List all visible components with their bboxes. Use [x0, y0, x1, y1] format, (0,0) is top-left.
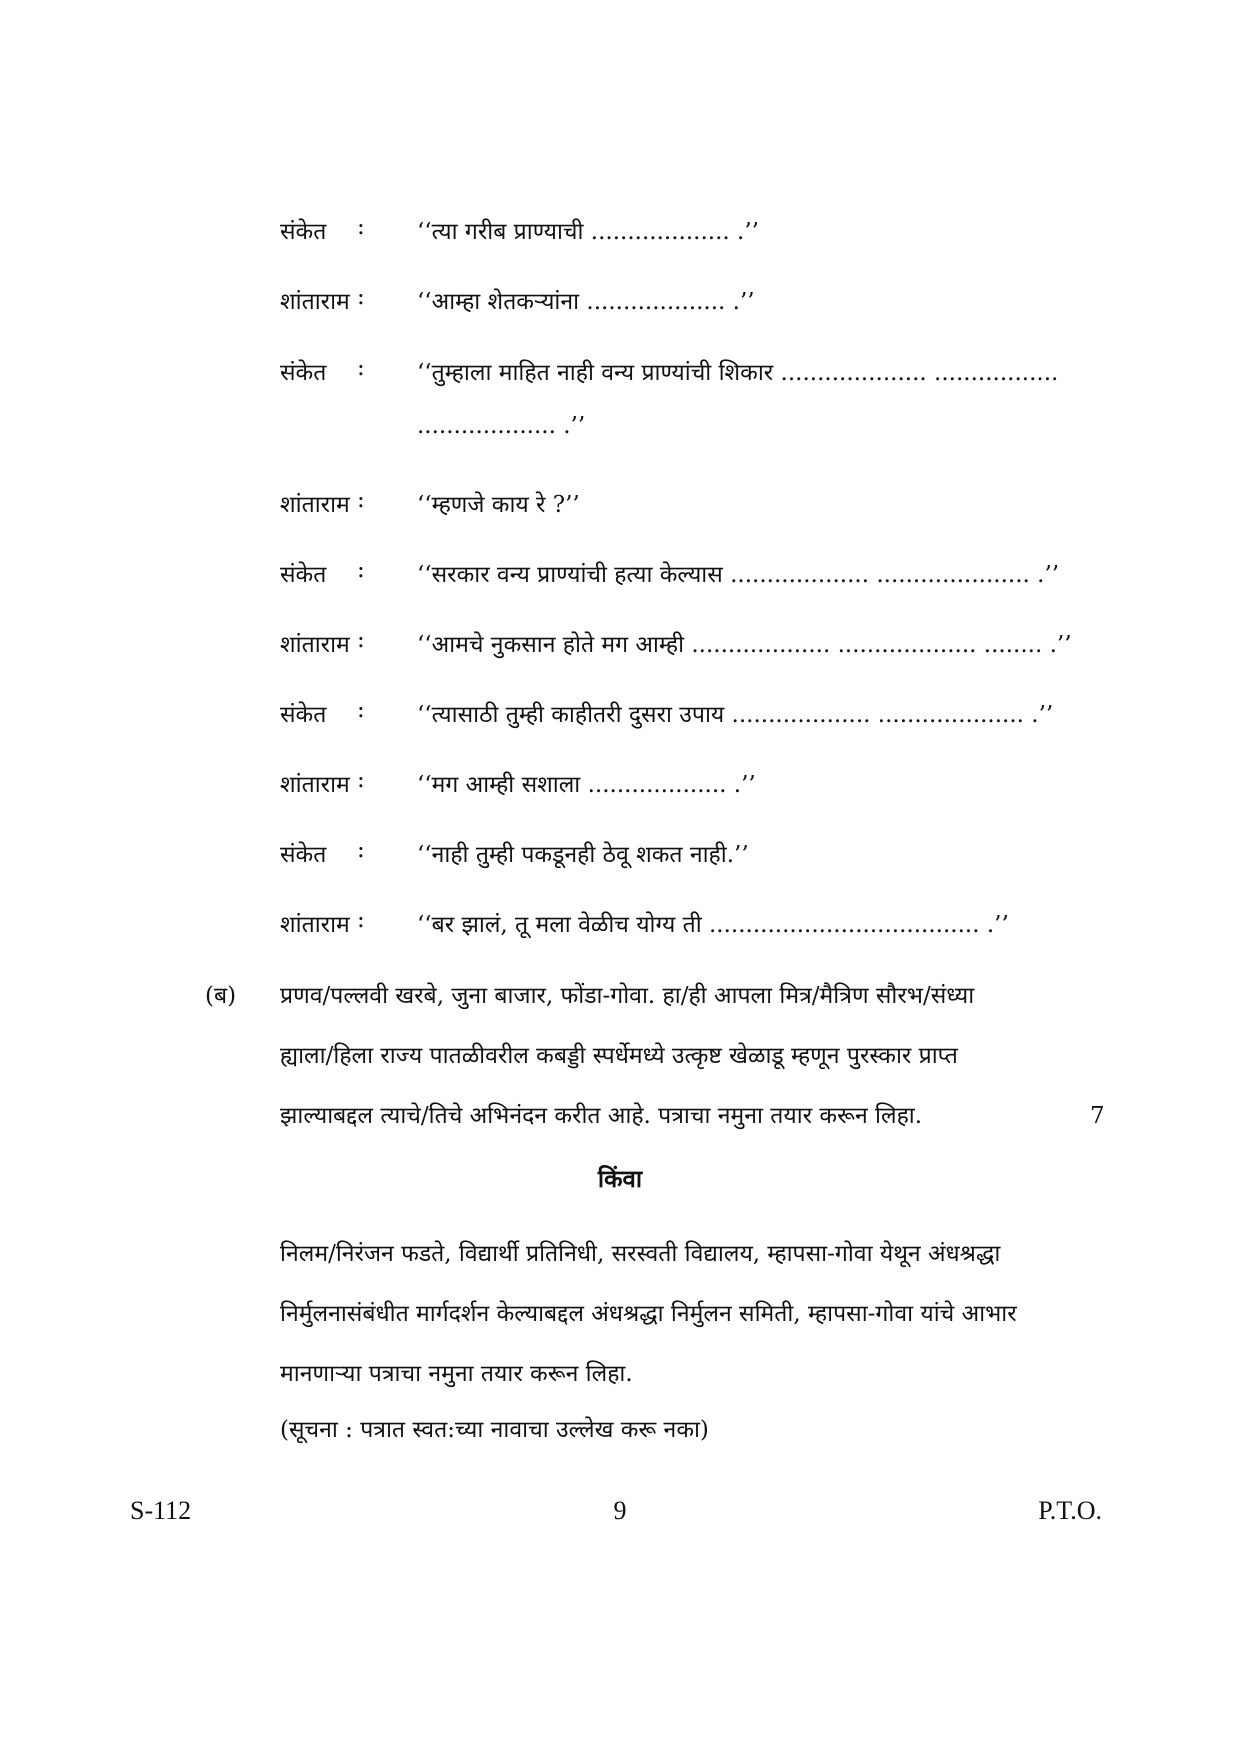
speaker-colon: :	[357, 284, 365, 310]
dialogue-line: ‘‘आम्हा शेतकऱ्यांना ................... .’’	[417, 289, 755, 315]
dialogue-line: ‘‘म्हणजे काय रे ?’’	[417, 492, 580, 518]
speaker-name: संकेत	[280, 219, 327, 245]
question-label: (ब)	[205, 983, 237, 1009]
question-line: निर्मुलनासंबंधीत मार्गदर्शन केल्याबद्दल अंधश्रद्धा निर्मुलन समिती, म्हापसा-गोवा यांचे आभार	[280, 1301, 1017, 1327]
question-line: झाल्याबद्दल त्याचे/तिचे अभिनंदन करीत आहे. पत्राचा नमुना तयार करून लिहा.	[280, 1103, 923, 1129]
dialogue-line: ‘‘सरकार वन्य प्राण्यांची हत्या केल्यास ................... ..................... .’’	[417, 562, 1060, 588]
dialogue-line: ‘‘मग आम्ही सशाला ................... .’’	[417, 772, 756, 798]
dialogue-row	[280, 487, 1120, 527]
question-marks: 7	[1090, 1103, 1105, 1129]
speaker-name: संकेत	[280, 842, 327, 868]
page-number: 9	[613, 1496, 627, 1525]
question-line: ह्याला/हिला राज्य पातळीवरील कबड्डी स्पर्धेमध्ये उत्कृष्ट खेळाडू म्हणून पुरस्कार प्राप्त	[280, 1043, 958, 1069]
question-line: मानणाऱ्या पत्राचा नमुना तयार करून लिहा.	[280, 1361, 633, 1387]
dialogue-row	[280, 767, 1120, 807]
speaker-name: शांताराम	[280, 492, 350, 518]
dialogue-line: ‘‘तुम्हाला माहित नाही वन्य प्राण्यांची शिकार .................... .................	[417, 360, 1059, 386]
question-line: प्रणव/पल्लवी खरबे, जुना बाजार, फोंडा-गोवा. हा/ही आपला मित्र/मैत्रिण सौरभ/संध्या	[280, 983, 975, 1009]
speaker-colon: :	[357, 837, 365, 863]
paper-code: S-112	[130, 1496, 192, 1525]
instruction-note: (सूचना : पत्रात स्वत:च्या नावाचा उल्लेख करू नका)	[280, 1417, 709, 1443]
speaker-name: शांताराम	[280, 772, 350, 798]
dialogue-row	[280, 837, 1120, 877]
speaker-colon: :	[357, 907, 365, 933]
speaker-colon: :	[357, 767, 365, 793]
dialogue-line: ‘‘त्या गरीब प्राण्याची ................... .’’	[417, 219, 759, 245]
dialogue-line: ‘‘आमचे नुकसान होते मग आम्ही ................... ................... ........ .’’	[417, 632, 1072, 658]
dialogue-row	[280, 214, 1120, 254]
speaker-name: संकेत	[280, 360, 327, 386]
dialogue-row	[280, 284, 1120, 324]
question-line: निलम/निरंजन फडते, विद्यार्थी प्रतिनिधी, सरस्वती विद्यालय, म्हापसा-गोवा येथून अंधश्रद्धा	[280, 1241, 1001, 1267]
dialogue-line: ‘‘त्यासाठी तुम्ही काहीतरी दुसरा उपाय ................... .................... .’’	[417, 702, 1054, 728]
speaker-name: संकेत	[280, 562, 327, 588]
dialogue-line: ‘‘नाही तुम्ही पकडूनही ठेवू शकत नाही.’’	[417, 842, 749, 868]
speaker-colon: :	[357, 697, 365, 723]
question-text	[280, 966, 1100, 1146]
speaker-colon: :	[357, 355, 365, 381]
or-heading: किंवा	[597, 1164, 643, 1193]
dialogue-row	[280, 627, 1120, 667]
speaker-name: संकेत	[280, 702, 327, 728]
speaker-name: शांताराम	[280, 289, 350, 315]
dialogue-line: ‘‘बर झालं, तू मला वेळीच योग्य ती ..................................... .’’	[417, 912, 1009, 938]
speaker-name: शांताराम	[280, 912, 350, 938]
dialogue-row	[280, 557, 1120, 597]
speaker-colon: :	[357, 214, 365, 240]
dialogue-row	[280, 355, 1120, 395]
speaker-colon: :	[357, 627, 365, 653]
dialogue-continuation: ................... .’’	[417, 413, 586, 439]
speaker-colon: :	[357, 557, 365, 583]
speaker-name: शांताराम	[280, 632, 350, 658]
please-turn-over: P.T.O.	[1038, 1496, 1102, 1525]
alternative-question-text	[280, 1224, 1100, 1404]
dialogue-row	[280, 907, 1120, 947]
dialogue-row	[280, 697, 1120, 737]
speaker-colon: :	[357, 487, 365, 513]
